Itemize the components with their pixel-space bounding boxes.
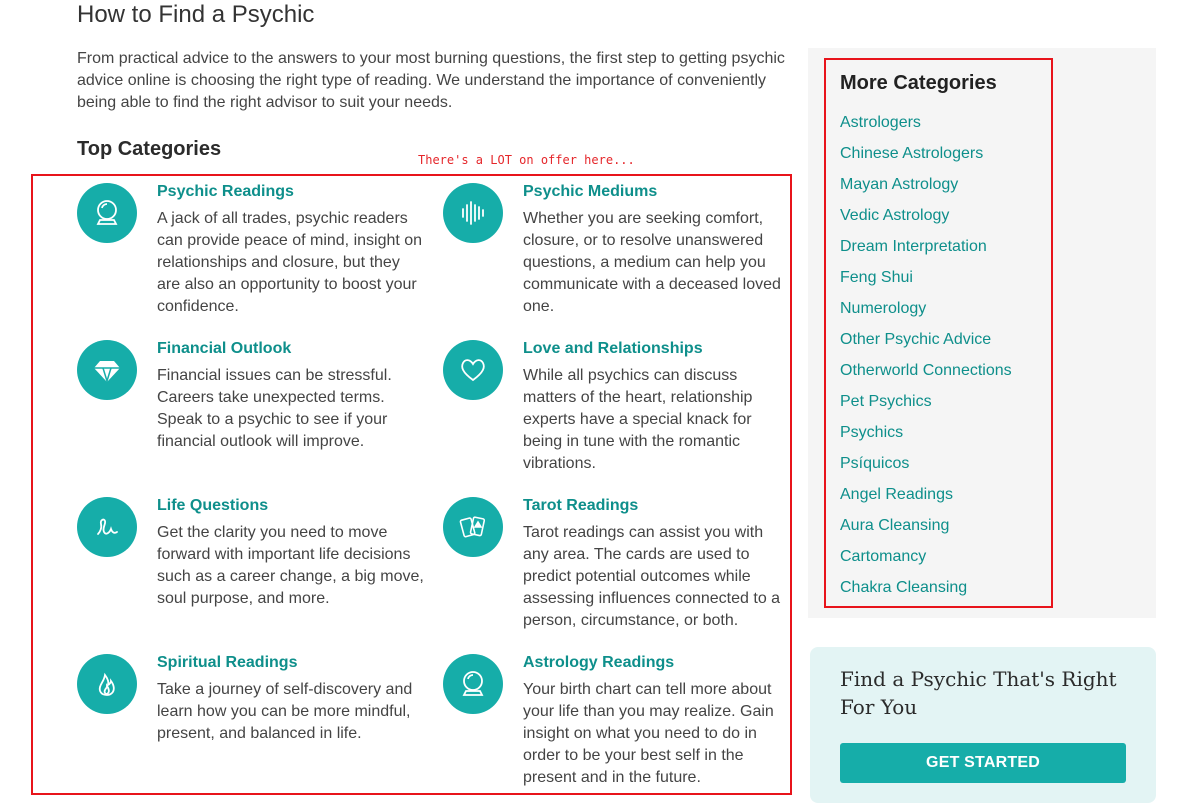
category-link[interactable]: Astrology Readings [523,654,675,671]
category-description: A jack of all trades, psychic readers can provide peace of mind, insight on relationships and closure, but they are also an opportunity to boost your confidence. [157,210,423,315]
more-category-link[interactable]: Pet Psychics [840,393,932,410]
more-category-link[interactable]: Astrologers [840,114,921,131]
category-description: Tarot readings can assist you with any area. The cards are used to predict potential outcomes while assessing influences connected to a person, circumstance, or both. [523,524,781,629]
more-categories-heading: More Categories [840,72,997,94]
more-category-link[interactable]: Psychics [840,424,904,441]
more-category-link[interactable]: Angel Readings [840,486,953,503]
more-category-link[interactable]: Chinese Astrologers [840,145,984,162]
find-psychic-card [810,647,1156,803]
top-categories-heading: Top Categories [77,138,222,160]
category-link[interactable]: Financial Outlook [157,340,292,357]
more-category-link[interactable]: Other Psychic Advice [840,331,992,348]
category-link[interactable]: Psychic Mediums [523,183,658,200]
category-link[interactable]: Love and Relationships [523,340,703,357]
category-link[interactable]: Life Questions [157,497,269,514]
page-title: How to Find a Psychic [77,1,315,28]
more-category-link[interactable]: Otherworld Connections [840,362,1012,379]
more-category-link[interactable]: Numerology [840,300,927,317]
more-category-link[interactable]: Aura Cleansing [840,517,950,534]
intro-text: From practical advice to the answers to your most burning questions, the first step to getting psychic advice online is choosing the right type of reading. We understand the importance of conveniently being able to find the right advisor to suit your needs. [77,50,785,111]
category-description: Take a journey of self-discovery and learn how you can be more mindful, present, and balanced in life. [157,681,413,742]
more-category-link[interactable]: Mayan Astrology [840,176,959,193]
more-category-link[interactable]: Chakra Cleansing [840,579,968,596]
annotation-box-more-categories [824,58,1053,608]
category-description: While all psychics can discuss matters of the heart, relationship experts have a special knack for being in tune with the romantic vibrations. [523,367,753,472]
annotation-box-top-categories [31,174,792,795]
category-link[interactable]: Spiritual Readings [157,654,298,671]
more-category-link[interactable]: Feng Shui [840,269,913,286]
category-link[interactable]: Tarot Readings [523,497,639,514]
more-category-link[interactable]: Psíquicos [840,455,910,472]
category-link[interactable]: Psychic Readings [157,183,294,200]
more-category-link[interactable]: Dream Interpretation [840,238,987,255]
get-started-button[interactable]: GET STARTED [840,743,1126,783]
find-psychic-title: Find a Psychic That's Right For You [840,667,1117,719]
category-description: Your birth chart can tell more about your life than you may realize. Gain insight on what you need to do in order to be your best self in the present and in the future. [523,681,774,786]
more-category-link[interactable]: Cartomancy [840,548,927,565]
annotation-note: There's a LOT on offer here... [418,153,635,167]
category-description: Whether you are seeking comfort, closure, or to resolve unanswered questions, a medium can help you communicate with a deceased loved one. [523,210,781,315]
category-description: Financial issues can be stressful. Careers take unexpected terms. Speak to a psychic to see if your financial outlook will improve. [157,367,392,450]
more-category-link[interactable]: Vedic Astrology [840,207,950,224]
category-description: Get the clarity you need to move forward with important life decisions such as a career change, a big move, soul purpose, and more. [157,524,424,607]
